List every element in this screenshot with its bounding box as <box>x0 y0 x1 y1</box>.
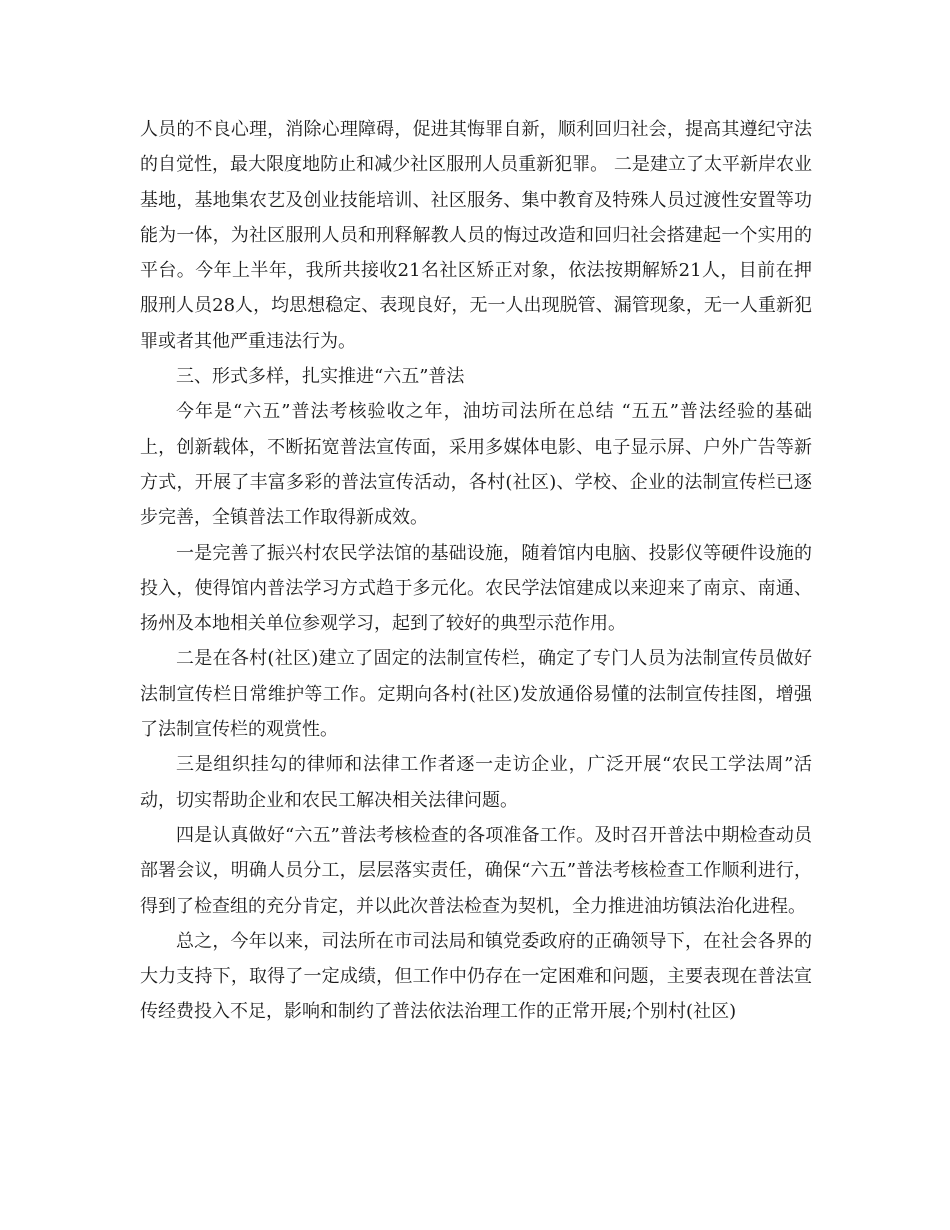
paragraph-1-continuation: 人员的不良心理，消除心理障碍，促进其悔罪自新，顺利回归社会，提高其遵纪守法的自觉性，最大限度地防止和减少社区服刑人员重新犯罪。 二是建立了太平新岸农业基地，基地集农艺及创业技能培训、社区服务、集中教育及特殊人员过渡性安置等功能为一体，为社区服刑人员和刑释解教人员的悔过改造和回归社会搭建起一个实用的平台。今年上半年，我所共接收21名社区矫正对象，依法按期解矫21人，目前在押服刑人员28人，均思想稳定、表现良好，无一人出现脱管、漏管现象，无一人重新犯罪或者其他严重违法行为。 <box>140 119 812 352</box>
paragraph-point-2: 二是在各村(社区)建立了固定的法制宣传栏，确定了专门人员为法制宣传员做好法制宣传栏日常维护等工作。定期向各村(社区)发放通俗易懂的法制宣传挂图，增强了法制宣传栏的观赏性。 <box>140 648 812 741</box>
document-body <box>140 112 812 1030</box>
paragraph-point-1: 一是完善了振兴村农民学法馆的基础设施，随着馆内电脑、投影仪等硬件设施的投入，使得馆内普法学习方式趋于多元化。农民学法馆建成以来迎来了南京、南通、扬州及本地相关单位参观学习，起到了较好的典型示范作用。 <box>140 542 812 635</box>
paragraph-pufa-overview: 今年是“六五”普法考核验收之年，油坊司法所在总结 “五五”普法经验的基础上，创新载体，不断拓宽普法宣传面，采用多媒体电影、电子显示屏、户外广告等新方式，开展了丰富多彩的普法宣传活动，各村(社区)、学校、企业的法制宣传栏已逐步完善，全镇普法工作取得新成效。 <box>140 401 812 529</box>
paragraph-summary: 总之，今年以来，司法所在市司法局和镇党委政府的正确领导下，在社会各界的大力支持下，取得了一定成绩，但工作中仍存在一定困难和问题，主要表现在普法宣传经费投入不足，影响和制约了普法依法治理工作的正常开展;个别村(社区) <box>140 930 812 1023</box>
section-heading-3: 三、形式多样，扎实推进“六五”普法 <box>176 366 465 388</box>
paragraph-point-4: 四是认真做好“六五”普法考核检查的各项准备工作。及时召开普法中期检查动员部署会议，明确人员分工，层层落实责任，确保“六五”普法考核检查工作顺利进行，得到了检查组的充分肯定，并以此次普法检查为契机，全力推进油坊镇法治化进程。 <box>140 824 812 917</box>
paragraph-point-3: 三是组织挂勾的律师和法律工作者逐一走访企业，广泛开展“农民工学法周”活动，切实帮助企业和农民工解决相关法律问题。 <box>140 754 812 811</box>
